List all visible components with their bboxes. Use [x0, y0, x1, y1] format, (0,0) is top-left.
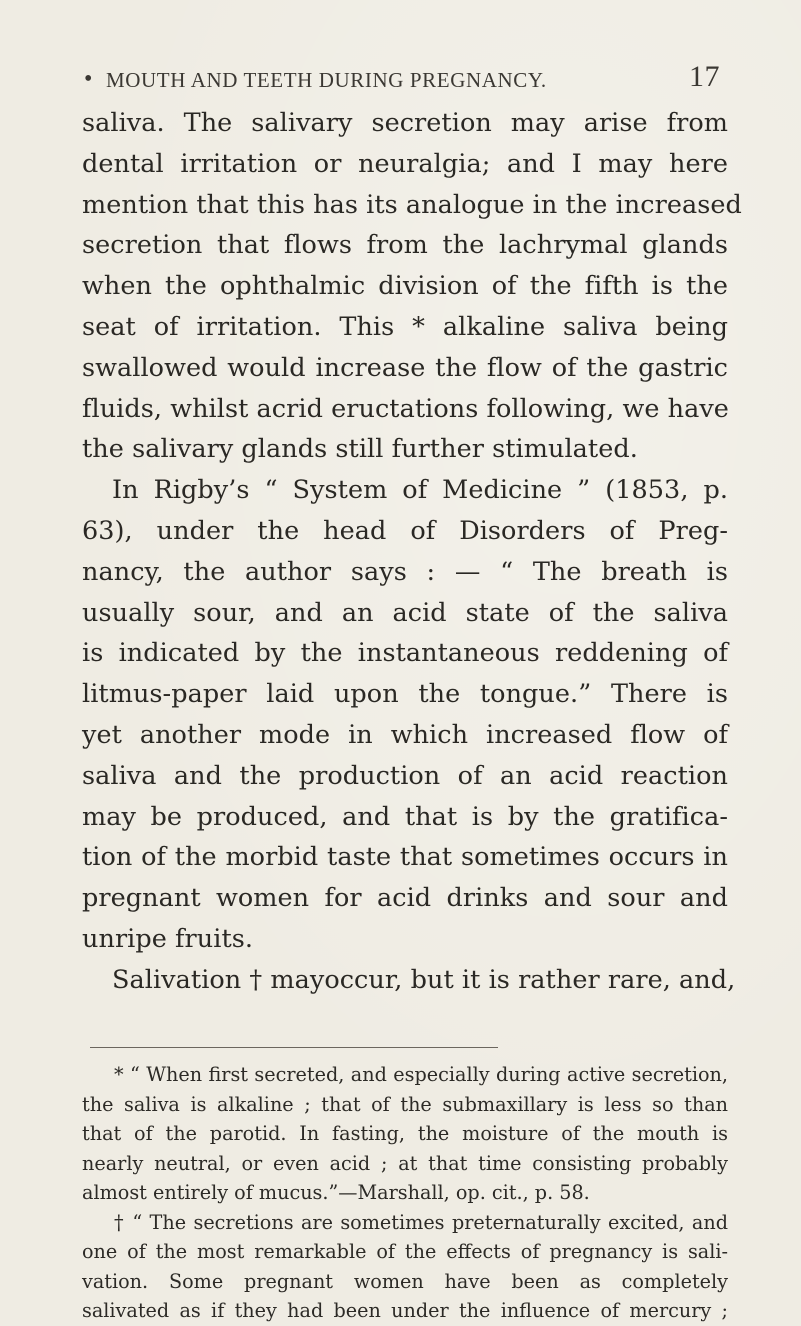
body-line: swallowed would increase the flow of the gastric [82, 352, 728, 383]
body-line: seat of irritation. This * alkaline saliva being [82, 311, 728, 342]
body-line: 63), under the head of Disorders of Preg- [82, 515, 728, 546]
body-line: is indicated by the instantaneous reddening of [82, 638, 728, 669]
body-line: usually sour, and an acid state of the saliva [82, 597, 728, 628]
body-line: dental irritation or neuralgia; and I may here [82, 148, 728, 179]
footnote-line: † “ The secretions are sometimes preternaturally excited, and [114, 1210, 728, 1234]
body-line: saliva. The salivary secretion may arise from [82, 108, 728, 138]
footnote-line: vation. Some pregnant women have been as completely [82, 1269, 728, 1293]
footnote-line: the saliva is alkaline ; that of the submaxillary is less so than [82, 1092, 728, 1116]
header-bullet: • [84, 66, 93, 92]
body-line: mention that this has its analogue in the increased [82, 189, 742, 220]
footnote-line: nearly neutral, or even acid ; at that time consisting probably [82, 1151, 728, 1175]
footnote-line: almost entirely of mucus.”—Marshall, op. cit., p. 58. [82, 1181, 590, 1204]
body-line: unripe fruits. [82, 923, 254, 954]
footnotes [82, 1060, 728, 1326]
body-line: fluids, whilst acrid eructations following, we have [82, 393, 729, 424]
footnote-line: one of the most remarkable of the effects of pregnancy is sali- [82, 1240, 728, 1263]
body-line: pregnant women for acid drinks and sour and [82, 883, 728, 914]
footnote-line: * “ When first secreted, and especially during active secretion, [114, 1063, 728, 1086]
footnote-line: that of the parotid. In fasting, the moisture of the mouth is [82, 1122, 728, 1145]
body-line: may be produced, and that is by the gratifica- [82, 801, 728, 832]
body-line: secretion that flows from the lachrymal glands [82, 230, 728, 261]
chapter-title: MOUTH AND TEETH DURING PREGNANCY. [106, 68, 547, 92]
body-text [82, 103, 742, 1001]
footnote-rule [90, 1047, 498, 1048]
body-line: yet another mode in which increased flow of [82, 719, 728, 750]
body-line: nancy, the author says : — “ The breath is [82, 556, 728, 587]
page-number: 17 [689, 60, 720, 93]
body-line: litmus-paper laid upon the tongue.” There is [82, 679, 728, 710]
body-line: when the ophthalmic division of the fifth is the [82, 271, 728, 302]
body-line: the salivary glands still further stimulated. [82, 434, 638, 465]
body-line: tion of the morbid taste that sometimes occurs in [82, 842, 728, 873]
body-line: In Rigby’s “ System of Medicine ” (1853, p. [112, 475, 728, 506]
footnote-line: salivated as if they had been under the influence of mercury ; [82, 1299, 728, 1322]
body-line: saliva and the production of an acid reaction [82, 760, 728, 791]
body-line: Salivation † mayoccur, but it is rather rare, and, [112, 964, 736, 995]
